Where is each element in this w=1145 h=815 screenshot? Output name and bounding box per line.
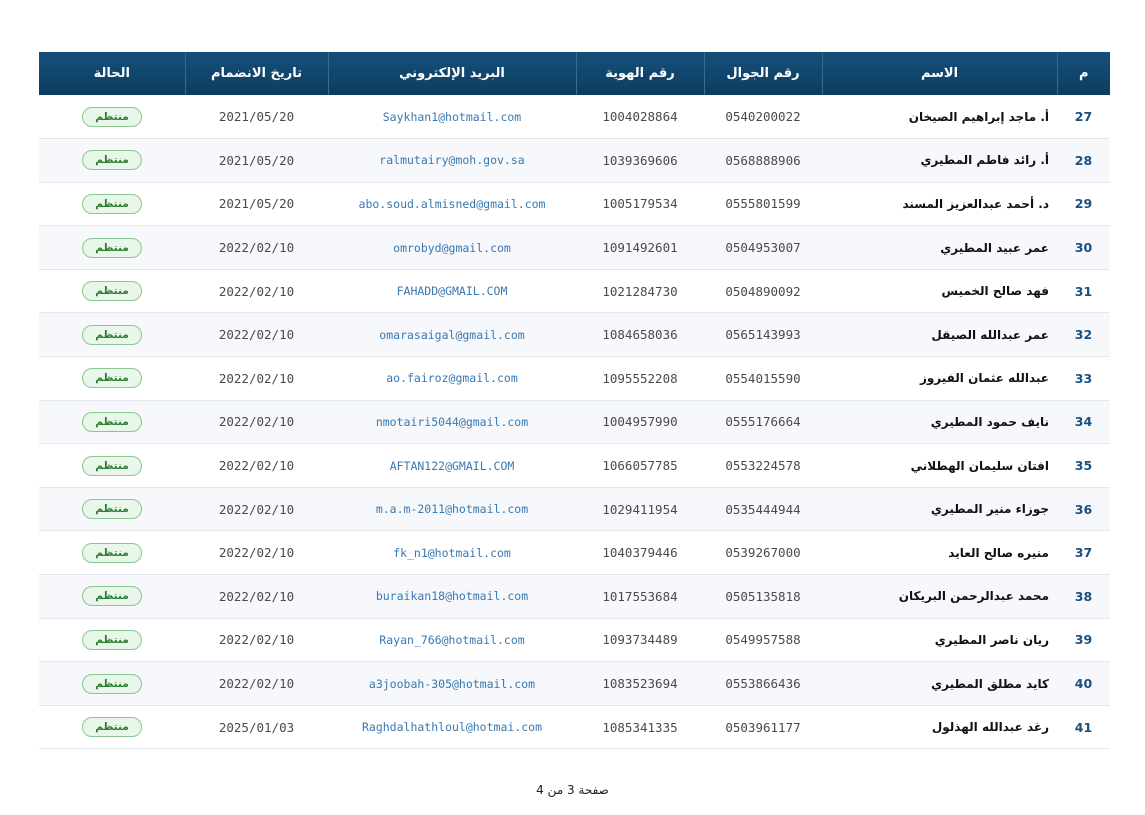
cell-status (39, 487, 185, 531)
cell-email: fk_n1@hotmail.com (393, 545, 511, 560)
cell-email: AFTAN122@GMAIL.COM (389, 458, 515, 473)
cell-id-number: 1095552208 (602, 370, 678, 386)
cell-name: ريان ناصر المطيري (934, 632, 1049, 647)
cell-number: 33 (1074, 370, 1093, 386)
status-badge: منتظم (82, 238, 142, 258)
cell-join-date: 2021/05/20 (218, 109, 295, 125)
cell-id-number: 1066057785 (602, 458, 678, 474)
cell-number: 36 (1074, 501, 1093, 517)
cell-number: 41 (1074, 719, 1093, 735)
cell-id-number: 1084658036 (602, 327, 678, 343)
cell-phone: 0540200022 (725, 109, 801, 125)
cell-join-date: 2022/02/10 (218, 676, 295, 692)
cell-name: محمد عبدالرحمن البريكان (898, 589, 1049, 604)
cell-name: د. أحمد عبدالعزيز المسند (902, 196, 1049, 211)
cell-email: ao.fairoz@gmail.com (386, 371, 518, 386)
status-badge: منتظم (82, 107, 142, 127)
cell-number: 35 (1074, 458, 1093, 474)
cell-email: a3joobah-305@hotmail.com (368, 676, 536, 691)
cell-name: منيره صالح العايد (948, 545, 1049, 560)
cell-name: نايف حمود المطيري (930, 414, 1049, 429)
cell-number: 27 (1074, 109, 1093, 125)
cell-id-number: 1040379446 (602, 545, 678, 561)
cell-phone: 0503961177 (725, 719, 801, 735)
cell-id-number: 1029411954 (602, 501, 678, 517)
cell-id-number: 1005179534 (602, 196, 678, 212)
cell-email: omrobyd@gmail.com (393, 240, 511, 255)
table-row (39, 575, 1110, 619)
header-status: الحالة (93, 66, 130, 81)
status-badge: منتظم (82, 674, 142, 694)
table-body (39, 95, 1110, 749)
cell-status (39, 357, 185, 401)
cell-status (39, 269, 185, 313)
cell-id-number: 1091492601 (602, 240, 678, 256)
cell-name: عمر عبيد المطيري (940, 240, 1049, 255)
cell-status (39, 400, 185, 444)
cell-name: افتان سليمان الهطلاني (910, 458, 1049, 473)
cell-phone: 0555801599 (725, 196, 801, 212)
cell-email: omarasaigal@gmail.com (379, 327, 525, 342)
header-id: رقم الهوية (576, 52, 704, 95)
cell-name: رغد عبدالله الهذلول (931, 720, 1049, 735)
cell-number: 30 (1074, 240, 1093, 256)
table-row (39, 400, 1110, 444)
table-row (39, 269, 1110, 313)
status-badge: منتظم (82, 586, 142, 606)
table-row (39, 313, 1110, 357)
cell-email: nmotairi5044@gmail.com (375, 414, 529, 429)
page-indicator: صفحة 3 من 4 (536, 783, 609, 797)
cell-join-date: 2022/02/10 (218, 588, 295, 604)
cell-phone: 0504953007 (725, 240, 801, 256)
cell-id-number: 1017553684 (602, 588, 678, 604)
table-row (39, 444, 1110, 488)
cell-number: 38 (1074, 588, 1093, 604)
status-badge: منتظم (82, 499, 142, 519)
table-row (39, 531, 1110, 575)
cell-join-date: 2021/05/20 (218, 196, 295, 212)
header-phone: رقم الجوال (704, 52, 822, 95)
status-badge: منتظم (82, 194, 142, 214)
table-row (39, 182, 1110, 226)
cell-phone: 0505135818 (725, 588, 801, 604)
cell-id-number: 1093734489 (602, 632, 678, 648)
cell-status (39, 444, 185, 488)
header-join-date: تاريخ الانضمام (185, 52, 328, 95)
cell-status (39, 226, 185, 270)
cell-phone: 0549957588 (725, 632, 801, 648)
cell-join-date: 2022/02/10 (218, 283, 295, 299)
cell-email: abo.soud.almisned@gmail.com (358, 196, 546, 211)
table-header-row (39, 52, 1110, 95)
table-row (39, 662, 1110, 706)
status-badge: منتظم (82, 717, 142, 737)
cell-name: كايد مطلق المطيري (931, 676, 1049, 691)
cell-status (39, 182, 185, 226)
status-badge: منتظم (82, 630, 142, 650)
table-row (39, 139, 1110, 183)
cell-join-date: 2022/02/10 (218, 327, 295, 343)
cell-join-date: 2021/05/20 (218, 152, 295, 168)
cell-join-date: 2022/02/10 (218, 414, 295, 430)
cell-email: Saykhan1@hotmail.com (382, 109, 522, 124)
status-badge: منتظم (82, 281, 142, 301)
status-badge: منتظم (82, 368, 142, 388)
table-row (39, 618, 1110, 662)
table-row (39, 226, 1110, 270)
cell-email: ralmutairy@moh.gov.sa (379, 153, 525, 168)
cell-number: 31 (1074, 283, 1093, 299)
cell-status (39, 575, 185, 619)
cell-id-number: 1004957990 (602, 414, 678, 430)
table-row (39, 357, 1110, 401)
cell-id-number: 1085341335 (602, 719, 678, 735)
members-table-container (39, 52, 1110, 749)
cell-name: عمر عبدالله الصيقل (931, 327, 1049, 342)
table-row (39, 95, 1110, 139)
table-row (39, 487, 1110, 531)
cell-status (39, 705, 185, 749)
cell-email: m.a.m-2011@hotmail.com (375, 502, 529, 517)
cell-join-date: 2022/02/10 (218, 240, 295, 256)
cell-name: أ. رائد فاطم المطيري (920, 153, 1049, 168)
cell-email: Rayan_766@hotmail.com (379, 632, 525, 647)
cell-phone: 0554015590 (725, 370, 801, 386)
members-table (39, 52, 1110, 749)
cell-phone: 0553866436 (725, 676, 801, 692)
cell-join-date: 2022/02/10 (218, 545, 295, 561)
cell-number: 40 (1074, 676, 1093, 692)
cell-status (39, 618, 185, 662)
cell-join-date: 2022/02/10 (218, 458, 295, 474)
cell-id-number: 1039369606 (602, 152, 678, 168)
header-email: البريد الإلكتروني (328, 52, 576, 95)
cell-join-date: 2025/01/03 (218, 719, 295, 735)
cell-status (39, 139, 185, 183)
cell-phone: 0539267000 (725, 545, 801, 561)
status-badge: منتظم (82, 543, 142, 563)
cell-status (39, 662, 185, 706)
cell-name: فهد صالح الخميس (941, 284, 1049, 299)
status-badge: منتظم (82, 150, 142, 170)
cell-status (39, 95, 185, 139)
cell-phone: 0504890092 (725, 283, 801, 299)
cell-phone: 0555176664 (725, 414, 801, 430)
cell-email: Raghdalhathloul@hotmai.com (361, 720, 542, 735)
cell-phone: 0535444944 (725, 501, 801, 517)
cell-status (39, 531, 185, 575)
cell-number: 37 (1074, 545, 1093, 561)
cell-email: FAHADD@GMAIL.COM (396, 284, 508, 299)
header-name: الاسم (822, 52, 1057, 95)
status-badge: منتظم (82, 325, 142, 345)
cell-phone: 0553224578 (725, 458, 801, 474)
cell-id-number: 1083523694 (602, 676, 678, 692)
cell-number: 29 (1074, 196, 1093, 212)
cell-phone: 0568888906 (725, 152, 801, 168)
cell-id-number: 1004028864 (602, 109, 678, 125)
cell-number: 39 (1074, 632, 1093, 648)
cell-number: 34 (1074, 414, 1093, 430)
cell-status (39, 313, 185, 357)
cell-name: عبدالله عثمان الفيروز (919, 371, 1049, 386)
cell-join-date: 2022/02/10 (218, 501, 295, 517)
cell-id-number: 1021284730 (602, 283, 678, 299)
status-badge: منتظم (82, 456, 142, 476)
cell-name: أ. ماجد إبراهيم الصيخان (908, 109, 1049, 124)
cell-number: 28 (1074, 152, 1093, 168)
status-badge: منتظم (82, 412, 142, 432)
header-number: م (1057, 52, 1110, 95)
table-header (39, 52, 1110, 95)
table-row (39, 705, 1110, 749)
cell-name: جوزاء منير المطيري (930, 502, 1049, 517)
cell-number: 32 (1074, 327, 1093, 343)
cell-join-date: 2022/02/10 (218, 632, 295, 648)
cell-phone: 0565143993 (725, 327, 801, 343)
cell-email: buraikan18@hotmail.com (375, 589, 529, 604)
cell-join-date: 2022/02/10 (218, 370, 295, 386)
